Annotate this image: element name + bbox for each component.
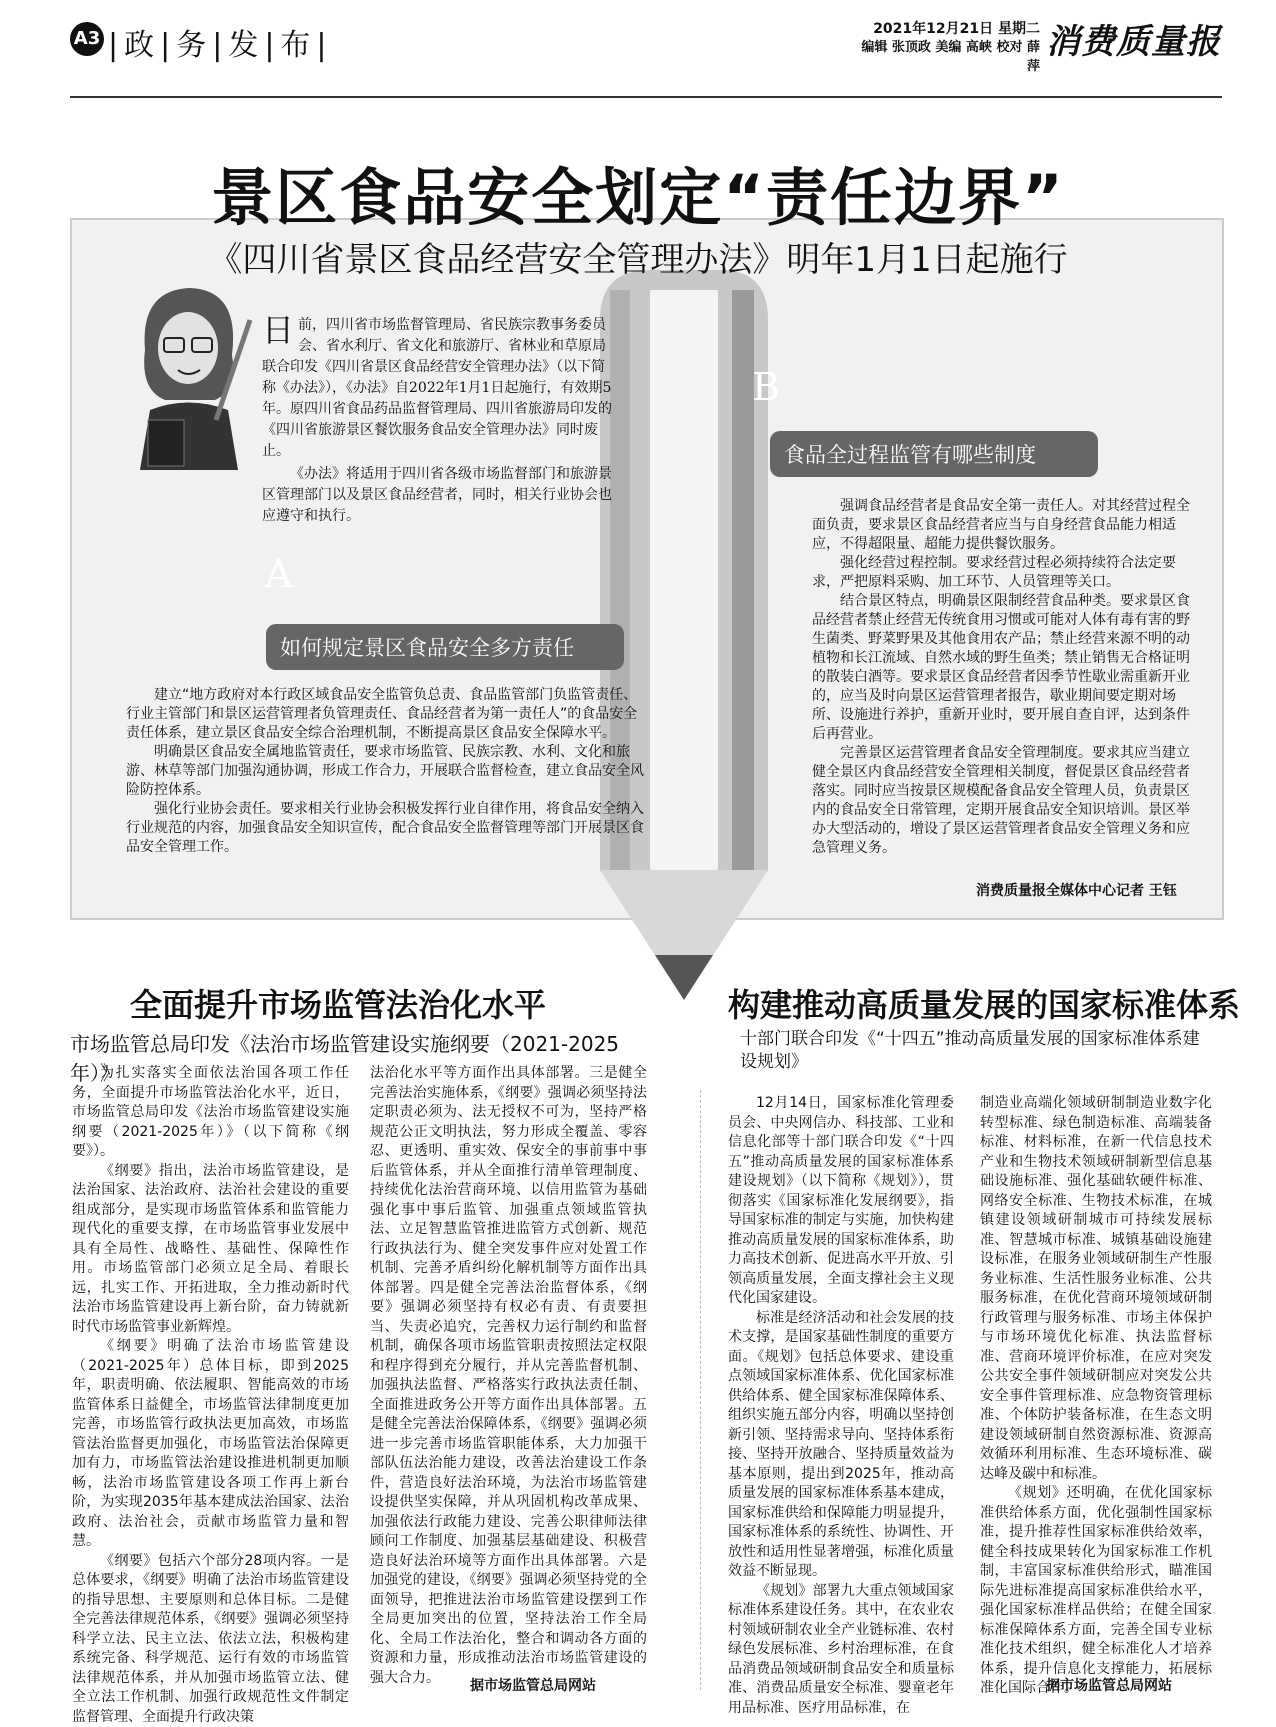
section-a-paragraph: 强化行业协会责任。要求相关行业协会积极发挥行业自律作用，将食品安全纳入行业规范的内容，加强食品安全知识宣传，配合食品安全监督管理等部门开展景区食品安全管理工作。 [126,800,644,857]
right-article-source: 据市场监管总局网站 [1046,1675,1172,1695]
column-divider [700,1090,702,1690]
paragraph: 《纲要》包括六个部分28项内容。一是总体要求，《纲要》明确了法治市场监管建设的指导思想、主要原则和总体目标。二是健全完善法律规范体系，《纲要》强调必须坚持科学立法、民主立法、依法立法，积极构建系统完备、科学规范、运行有效的市场监管法律规范体系，并从加强市场监管立法、健全立法工作机制、加强行政规范性文件制定监督管理、全面提升行政决策 [72,1552,349,1727]
right-article-column-1 [728,1094,954,1718]
left-article-column-2 [370,1064,647,1688]
right-article-subheadline: 十部门联合印发《“十四五”推动高质量发展的国家标准体系建设规划》 [740,1028,1210,1074]
section-b-paragraph: 强调食品经营者是食品安全第一责任人。对其经营过程全面负责，要求景区食品经营者应当与自身经营食品能力相适应，不得超限量、超能力提供餐饮服务。 [812,497,1190,554]
paragraph: 法治化水平等方面作出具体部署。三是健全完善法治实施体系，《纲要》强调必须坚持法定职责必须为、法无授权不可为，坚持严格规范公正文明执法，努力形成全覆盖、零容忍、更透明、重实效、保安全的事前事中事后监管体系，并从全面推行清单管理制度、持续优化法治营商环境、以信用监管为基础强化事中事后监管、加强重点领域监管执法、立足智慧监管推进监管方式创新、规范行政执法行为、健全突发事件应对处置工作机制、完善矛盾纠纷化解机制等方面作出具体部署。四是健全完善法治监督体系，《纲要》强调必须坚持有权必有责、有责要担当、失责必追究，完善权力运行制约和监督机制，确保各项市场监管职责按照法定权限和程序得到充分履行，并从完善监督机制、加强执法监督、严格落实行政执法责任制、全面推进政务公开等方面作出具体部署。五是健全完善法治保障体系，《纲要》强调必须进一步完善市场监管职能体系，大力加强干部队伍法治能力建设，改善法治建设工作条件，营造良好法治环境，为法治市场监管建设提供坚实保障，并从巩固机构改革成果、加强依法行政能力建设、完善公职律师法律顾问工作制度、加强基层基础建设、积极营造良好法治环境等方面作出具体部署。六是加强党的建设，《纲要》强调必须坚持党的全面领导，把推进法治市场监管建设摆到工作全局更加突出的位置，坚持法治工作全局化、全局工作法治化，整合和调动各方面的资源和力量，形成推动法治市场监管建设的强大合力。 [370,1064,647,1688]
section-a-paragraph: 建立“地方政府对本行政区域食品安全监管负总责、食品监管部门负监管责任、行业主管部门和景区运营管理者负管理责任、食品经营者为第一责任人”的食品安全责任体系，建立景区食品安全综合治理机制，不断提高景区食品安全保障水平。 [126,686,644,743]
left-article-subheadline: 市场监管总局印发《法治市场监管建设实施纲要（2021-2025年）》 [70,1028,650,1086]
section-b-paragraph: 完善景区运营管理者食品安全管理制度。要求其应当建立健全景区内食品经营安全管理相关制度，督促景区食品经营者落实。同时应当按景区规模配备食品安全管理人员，负责景区内的食品安全日常管理，定期开展食品安全知识培训。景区举办大型活动的，增设了景区运营管理者食品安全管理义务和应急管理义务。 [812,744,1190,858]
paragraph: 《纲要》指出，法治市场监管建设，是法治国家、法治政府、法治社会建设的重要组成部分，是实现市场监管体系和监管能力现代化的重要支撑，在市场监管事业发展中具有全局性、战略性、基础性、保障性作用。市场监管部门必须立足全局、着眼长远，扎实工作、开拓进取，全力推动新时代法治市场监管建设再上新台阶，奋力铸就新时代市场监管事业新辉煌。 [72,1162,349,1338]
paragraph: 《纲要》明确了法治市场监管建设（2021-2025年）总体目标，即到2025年，职责明确、依法履职、智能高效的市场监管体系日益健全，市场监管法律制度更加完善，市场监管行政执法更加高效，市场监管法治监督更加强化，市场监管法治保障更加有力，市场监管法治建设推进机制更加顺畅，法治市场监管建设各项工作再上新台阶，为实现2035年基本建成法治国家、法治政府、法治社会，贡献市场监管力量和智慧。 [72,1337,349,1552]
left-article-source: 据市场监管总局网站 [470,1675,596,1695]
section-b-body [812,497,1190,858]
date-line: 2021年12月21日 星期二 [860,18,1040,38]
paragraph: 《规划》部署九大重点领域国家标准体系建设任务。其中，在农业农村领域研制农业全产业链标准、农村绿色发展标准、乡村治理标准，在食品消费品领域研制食品安全和质量标准、消费品质量安全标准、婴童老年用品标准、医疗用品标准，在 [728,1582,954,1719]
drop-cap: 日 [262,315,294,345]
lead-headline: 景区食品安全划定“责任边界” [0,148,1276,237]
section-b-letter: B [752,365,780,409]
paragraph: 为扎实落实全面依法治国各项工作任务，全面提升市场监管法治化水平，近日，市场监管总局印发《法治市场监管建设实施纲要（2021-2025年）》（以下简称《纲要》）。 [72,1064,349,1162]
section-a-label: 如何规定景区食品安全多方责任 [266,624,624,670]
right-article-headline: 构建推动高质量发展的国家标准体系 [728,980,1240,1026]
paragraph: 12月14日，国家标准化管理委员会、中央网信办、科技部、工业和信息化部等十部门联合印发《“十四五”推动高质量发展的国家标准体系建设规划》（以下简称《规划》），贯彻落实《国家标准化发展纲要》，指导国家标准的制定与实施，加快构建推动高质量发展的国家标准体系，助力高技术创新、促进高水平开放、引领高质量发展，全面支撑社会主义现代化国家建设。 [728,1094,954,1309]
lead-byline: 消费质量报全媒体中心记者 王钰 [976,880,1177,900]
paragraph: 制造业高端化领域研制制造业数字化转型标准、绿色制造标准、高端装备标准、材料标准，在新一代信息技术产业和生物技术领域研制新型信息基础设施标准、强化基础软硬件标准、网络安全标准、生物技术标准，在城镇建设领域研制城市可持续发展标准、智慧城市标准、城镇基础设施建设标准，在服务业领域研制生产性服务业标准、生活性服务业标准、公共服务标准，在优化营商环境领域研制行政管理与服务标准、市场主体保护与市场环境优化标准、执法监督标准、营商环境评价标准，在应对突发公共安全事件领域研制应对突发公共安全事件管理标准、应急物资管理标准、个体防护装备标准，在生态文明建设领域研制自然资源标准、资源高效循环利用标准、生态环境标准、碳达峰及碳中和标准。 [980,1094,1212,1484]
right-article-column-2 [980,1094,1212,1699]
section-b-label: 食品全过程监管有哪些制度 [770,431,1098,477]
intro-paragraph-1: 前，四川省市场监督管理局、省民族宗教事务委员会、省水利厅、省文化和旅游厅、省林业和草原局联合印发《四川省景区食品经营安全管理办法》（以下简称《办法》），《办法》自2022年1月1日起施行，有效期5年。原四川省食品药品监督管理局、四川省旅游局印发的《四川省旅游景区餐饮服务食品安全管理办法》同时废止。 [262,317,612,459]
lead-intro [262,315,612,529]
teacher-cartoon-icon [120,280,260,470]
section-a-letter: A [265,552,292,596]
paragraph: 标准是经济活动和社会发展的技术支撑，是国家基础性制度的重要方面。《规划》包括总体要求、建设重点领域国家标准体系、优化国家标准供给体系、健全国家标准保障体系、组织实施五部分内容，明确以坚持创新引领、坚持需求导向、坚持体系衔接、坚持开放融合、坚持质量效益为基本原则，提出到2025年，推动高质量发展的国家标准体系基本建成，国家标准供给和保障能力明显提升，国家标准体系的系统性、协调性、开放性和适用性显著增强，标准化质量效益不断显现。 [728,1309,954,1582]
intro-paragraph-2: 《办法》将适用于四川省各级市场监督部门和旅游景区管理部门以及景区食品经营者，同时，相关行业协会也应遵守和执行。 [262,464,612,527]
newspaper-masthead: 消费质量报 [1046,14,1221,63]
paragraph: 《规划》还明确，在优化国家标准供给体系方面，优化强制性国家标准，提升推荐性国家标准供给效率，健全科技成果转化为国家标准工作机制，丰富国家标准供给形式，瞄准国际先进标准提高国家标准供给水平，强化国家标准样品供给；在健全国家标准保障体系方面，完善全国专业标准化技术组织，健全标准化人才培养体系，提升信息化支撑能力，拓展标准化国际合作。 [980,1484,1212,1699]
page-number-badge: A3 [70,22,104,56]
left-article-column-1 [72,1064,349,1727]
editors-line: 编辑 张顶政 美编 高峡 校对 薛萍 [860,36,1040,74]
section-a-body [126,686,644,857]
lead-subheadline: 《四川省景区食品经营安全管理办法》明年1月1日起施行 [0,232,1276,281]
left-article-headline: 全面提升市场监管法治化水平 [130,980,546,1026]
section-b-paragraph: 结合景区特点，明确景区限制经营食品种类。要求景区食品经营者禁止经营无传统食用习惯或可能对人体有毒有害的野生菌类、野菜野果及其他食用农产品；禁止经营来源不明的动植物和长江流域、自然水域的野生鱼类；禁止销售无合格证明的散装白酒等。要求景区食品经营者因季节性歇业需重新开业的，应当及时向景区运营管理者报告，歇业期间要定期对场所、设施进行养护，重新开业时，要开展自查自评，达到条件后再营业。 [812,592,1190,744]
section-name: |政|务|发|布| [108,20,333,64]
section-a-paragraph: 明确景区食品安全属地监管责任，要求市场监管、民族宗教、水利、文化和旅游、林草等部门加强沟通协调，形成工作合力，开展联合监督检查，建立食品安全风险防控体系。 [126,743,644,800]
section-b-paragraph: 强化经营过程控制。要求经营过程必须持续符合法定要求，严把原料采购、加工环节、人员管理等关口。 [812,554,1190,592]
